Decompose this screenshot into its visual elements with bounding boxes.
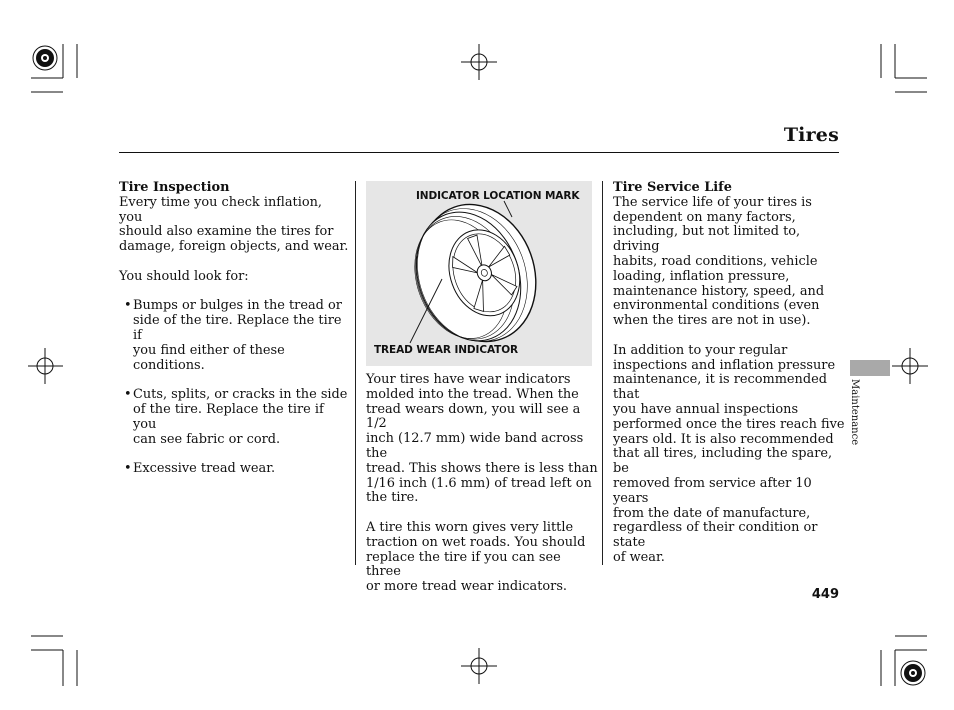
text-line: traction on wet roads. You should	[366, 534, 586, 550]
text-line: you find either of these conditions.	[133, 342, 285, 373]
text-line: tread wears down, you will see a 1/2	[366, 401, 581, 432]
text-line: dependent on many factors,	[613, 209, 796, 225]
list-item	[119, 462, 349, 477]
right-column	[613, 181, 845, 566]
text-line: The service life of your tires is	[613, 194, 812, 210]
tire-figure	[366, 181, 592, 366]
text-line: replace the tire if you can see three	[366, 549, 561, 580]
tire-illustration	[366, 181, 592, 366]
text-line: • Cuts, splits, or cracks in the side	[133, 387, 348, 403]
figure-label-tread-wear: TREAD WEAR INDICATOR	[374, 344, 519, 356]
text-line: damage, foreign objects, and wear.	[119, 239, 349, 255]
text-line: performed once the tires reach five	[613, 416, 845, 432]
inspection-list	[119, 299, 349, 477]
section-tab-label	[850, 379, 860, 469]
title-rule	[119, 152, 839, 153]
column-divider	[602, 181, 603, 565]
text-line: or more tread wear indicators.	[366, 579, 568, 595]
text-line: inspections and inflation pressure	[613, 357, 836, 373]
text-line: of the tire. Replace the tire if you	[133, 401, 324, 432]
column-divider	[355, 181, 356, 565]
section-tab-text: Maintenance	[849, 379, 860, 446]
text-line: A tire this worn gives very little	[366, 519, 574, 535]
text-line: Every time you check inflation, you	[119, 194, 323, 225]
text-line: from the date of manufacture,	[613, 505, 811, 521]
text-line: habits, road conditions, vehicle	[613, 253, 818, 269]
text-line: can see fabric or cord.	[133, 431, 281, 447]
text-line: You should look for:	[119, 268, 249, 284]
text-line: loading, inflation pressure,	[613, 268, 790, 284]
section-heading: Tire Inspection	[119, 180, 230, 195]
list-item	[119, 388, 349, 447]
middle-column	[366, 373, 598, 595]
text-line: In addition to your regular	[613, 342, 788, 358]
text-line: should also examine the tires for	[119, 224, 334, 240]
section-heading: Tire Service Life	[613, 180, 732, 195]
text-line: of wear.	[613, 549, 665, 565]
text-line: environmental conditions (even	[613, 298, 820, 314]
registration-target-icon	[901, 661, 925, 685]
section-tab	[850, 360, 890, 376]
text-line: maintenance, it is recommended that	[613, 372, 827, 403]
text-line: the tire.	[366, 490, 419, 506]
text-line: • Bumps or bulges in the tread or	[133, 298, 342, 314]
text-line: regardless of their condition or state	[613, 520, 818, 551]
list-item	[119, 299, 349, 373]
text-line: molded into the tread. When the	[366, 386, 579, 402]
left-column	[119, 181, 349, 477]
text-line: tread. This shows there is less than	[366, 460, 598, 476]
page-number: 449	[811, 587, 839, 602]
text-line: when the tires are not in use).	[613, 313, 811, 329]
text-line: including, but not limited to, driving	[613, 224, 801, 255]
text-line: • Excessive tread wear.	[133, 461, 276, 477]
figure-label-indicator-location: INDICATOR LOCATION MARK	[416, 190, 580, 202]
page-title: Tires	[783, 124, 839, 146]
text-line: Your tires have wear indicators	[366, 372, 571, 387]
text-line: removed from service after 10 years	[613, 475, 812, 506]
text-line: side of the tire. Replace the tire if	[133, 313, 342, 343]
text-line: years old. It is also recommended	[613, 431, 834, 447]
text-line: inch (12.7 mm) wide band across the	[366, 431, 584, 461]
text-line: maintenance history, speed, and	[613, 283, 825, 299]
text-line: that all tires, including the spare, be	[613, 446, 833, 477]
registration-target-icon	[33, 46, 57, 70]
text-line: 1/16 inch (1.6 mm) of tread left on	[366, 475, 592, 491]
text-line: you have annual inspections	[613, 401, 799, 417]
